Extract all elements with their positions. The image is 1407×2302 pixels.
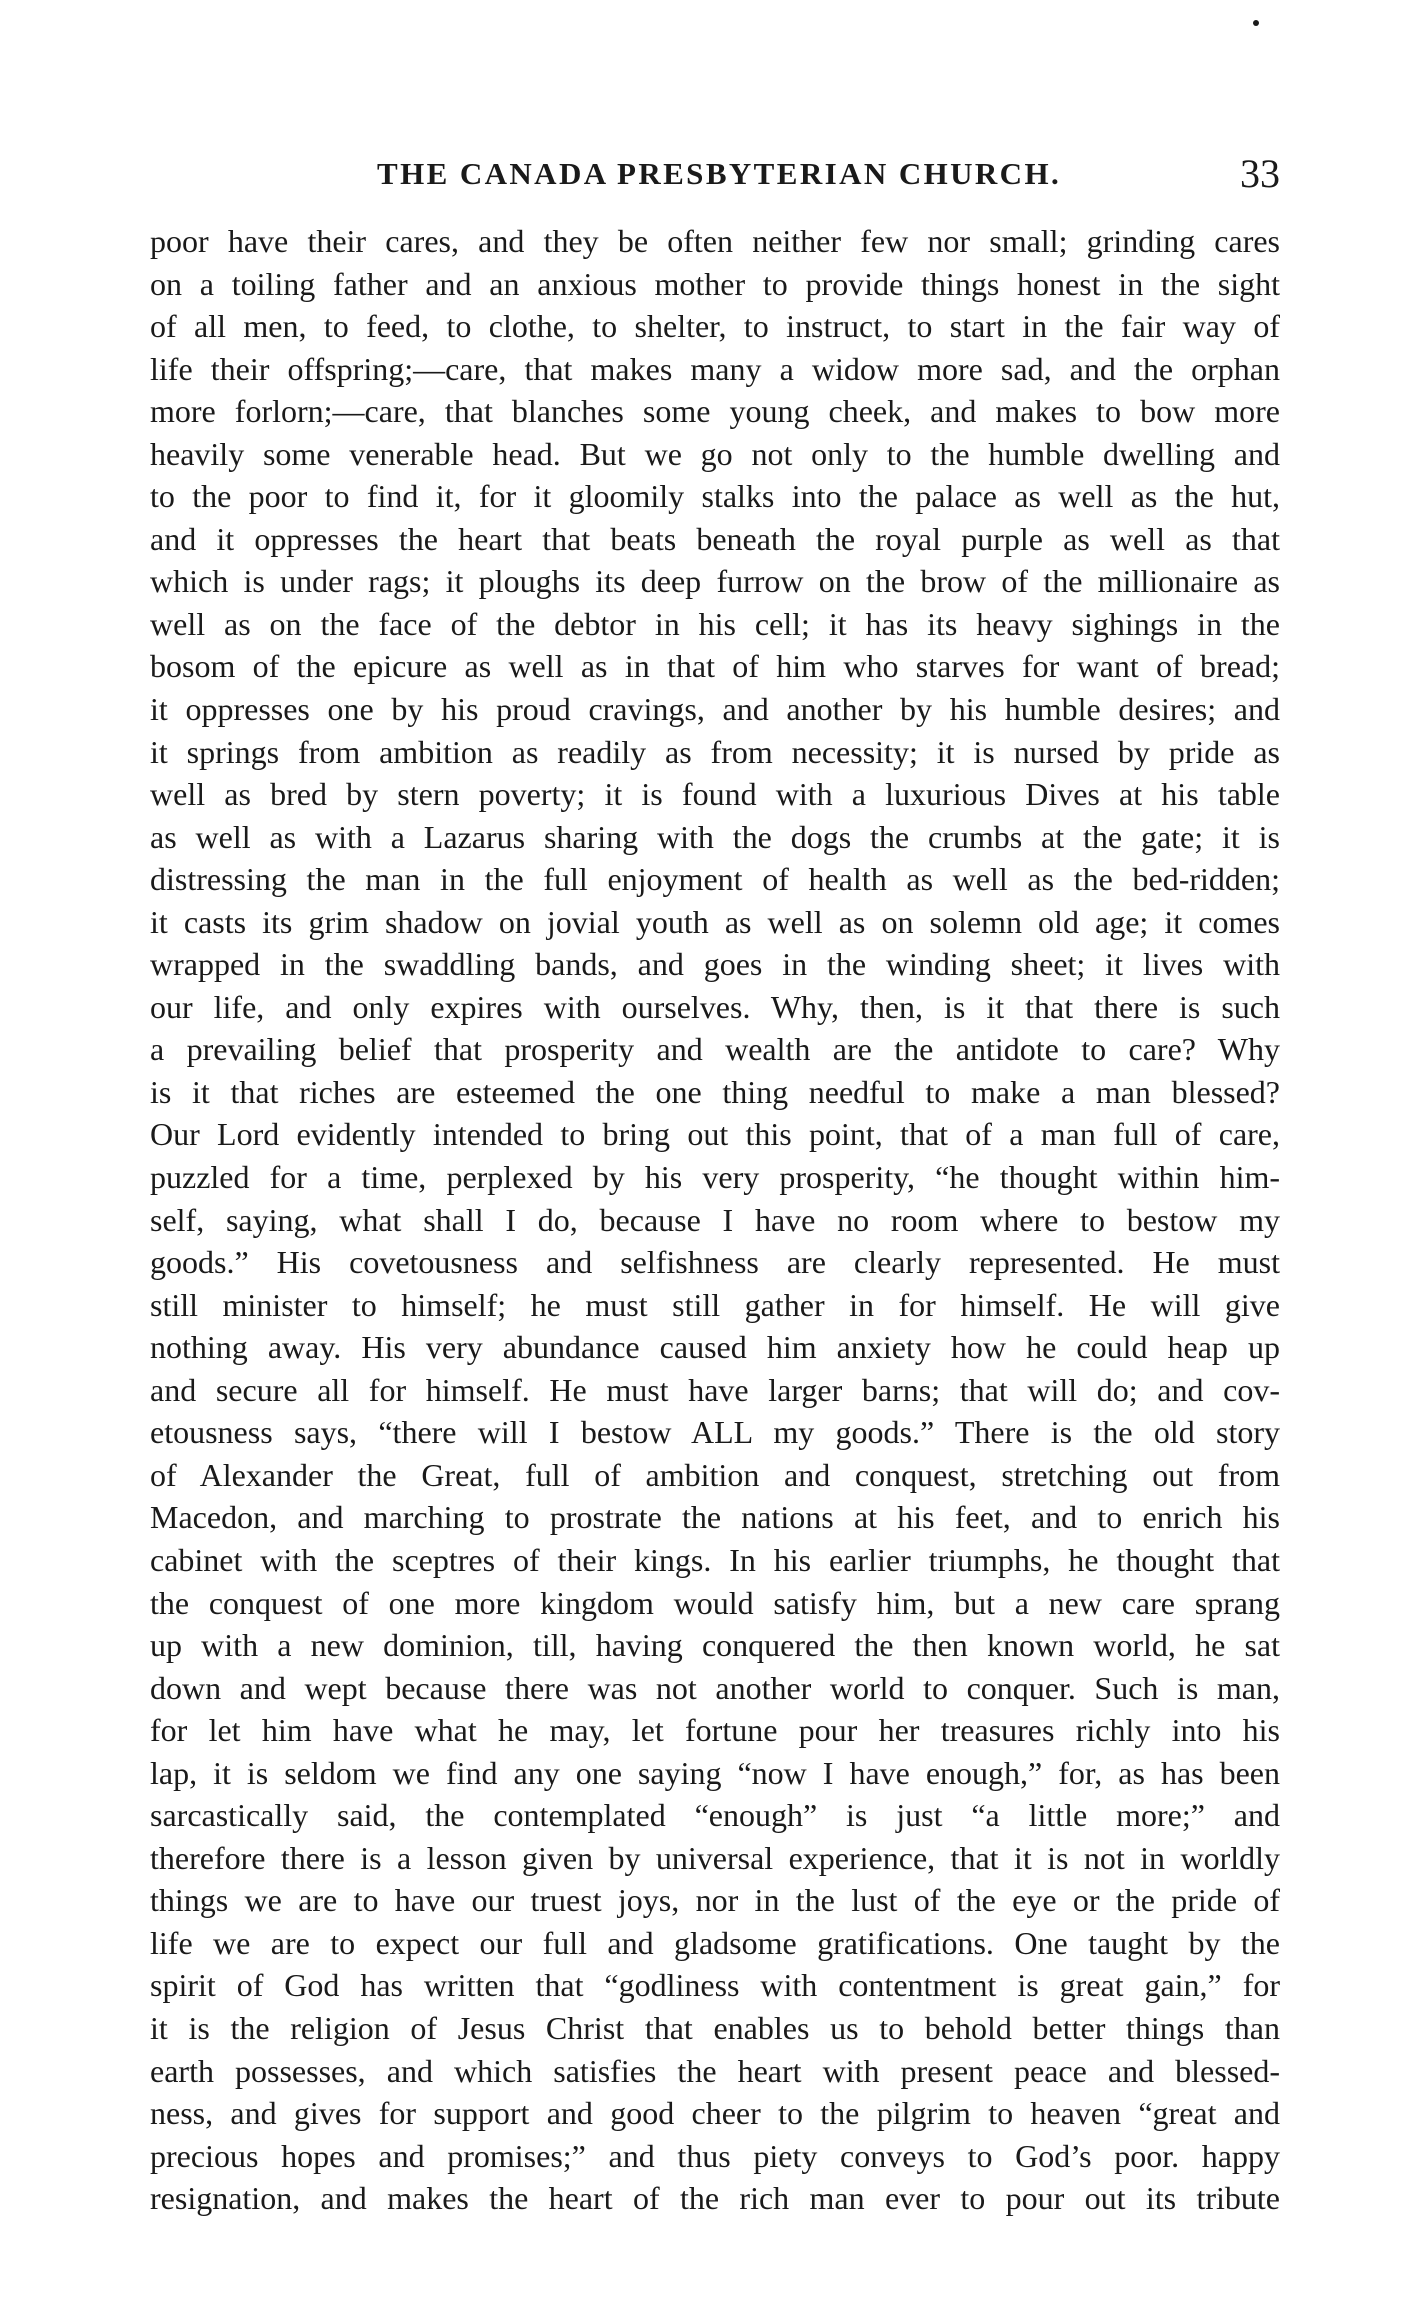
text-line: self, saying, what shall I do, because I have no room where to bestow my bbox=[150, 1201, 1280, 1238]
text-line: more forlorn;—care, that blanches some young cheek, and makes to bow more bbox=[150, 393, 1280, 430]
text-line: still minister to himself; he must still gather in for himself. He will give bbox=[150, 1286, 1280, 1323]
text-line: and secure all for himself. He must have larger barns; that will do; and cov- bbox=[150, 1371, 1280, 1408]
text-line: heavily some venerable head. But we go not only to the humble dwelling and bbox=[150, 435, 1280, 472]
text-line: nothing away. His very abundance caused him anxiety how he could heap up bbox=[150, 1329, 1280, 1366]
text-line: wrapped in the swaddling bands, and goes in the winding sheet; it lives with bbox=[150, 946, 1280, 983]
text-line: is it that riches are esteemed the one thing needful to make a man blessed? bbox=[150, 1073, 1280, 1110]
text-line: well as bred by stern poverty; it is found with a luxurious Dives at his table bbox=[150, 776, 1280, 813]
text-line: life we are to expect our full and gladsome gratifications. One taught by the bbox=[150, 1924, 1280, 1961]
ink-speck bbox=[1253, 20, 1259, 26]
running-head bbox=[150, 150, 1280, 200]
text-line: earth possesses, and which satisfies the heart with present peace and blessed- bbox=[150, 2052, 1280, 2089]
text-line: our life, and only expires with ourselves. Why, then, is it that there is such bbox=[150, 988, 1280, 1025]
text-line: distressing the man in the full enjoyment of health as well as the bed-ridden; bbox=[150, 861, 1280, 898]
text-line: it springs from ambition as readily as from necessity; it is nursed by pride as bbox=[150, 733, 1280, 770]
text-line: it casts its grim shadow on jovial youth as well as on solemn old age; it comes bbox=[150, 903, 1280, 940]
text-line: down and wept because there was not another world to conquer. Such is man, bbox=[150, 1669, 1280, 1706]
text-line: the conquest of one more kingdom would satisfy him, but a new care sprang bbox=[150, 1584, 1280, 1621]
text-line: precious hopes and promises;” and thus piety conveys to God’s poor. happy bbox=[150, 2137, 1280, 2174]
text-line: as well as with a Lazarus sharing with the dogs the crumbs at the gate; it is bbox=[150, 818, 1280, 855]
text-line: up with a new dominion, till, having conquered the then known world, he sat bbox=[150, 1627, 1280, 1664]
text-line: for let him have what he may, let fortune pour her treasures richly into his bbox=[150, 1712, 1280, 1749]
page-number: 33 bbox=[1240, 151, 1280, 196]
text-line: lap, it is seldom we find any one saying “now I have enough,” for, as has been bbox=[150, 1754, 1280, 1791]
text-line: a prevailing belief that prosperity and wealth are the antidote to care? Why bbox=[150, 1031, 1280, 1068]
text-line: well as on the face of the debtor in his cell; it has its heavy sighings in the bbox=[150, 605, 1280, 642]
text-line: ness, and gives for support and good cheer to the pilgrim to heaven “great and bbox=[150, 2095, 1280, 2132]
text-line: life their offspring;—care, that makes many a widow more sad, and the orphan bbox=[150, 350, 1280, 387]
text-line: sarcastically said, the contemplated “enough” is just “a little more;” and bbox=[150, 1797, 1280, 1834]
text-line: things we are to have our truest joys, nor in the lust of the eye or the pride of bbox=[150, 1882, 1280, 1919]
body-text bbox=[150, 220, 1280, 2220]
text-line: poor have their cares, and they be often neither few nor small; grinding cares bbox=[150, 223, 1280, 259]
text-line: bosom of the epicure as well as in that of him who starves for want of bread; bbox=[150, 648, 1280, 685]
text-line: to the poor to find it, for it gloomily stalks into the palace as well as the hut, bbox=[150, 478, 1280, 515]
text-line: etousness says, “there will I bestow ALL my goods.” There is the old story bbox=[150, 1414, 1280, 1451]
text-line: resignation, and makes the heart of the rich man ever to pour out its tribute bbox=[150, 2180, 1280, 2217]
text-line: spirit of God has written that “godliness with contentment is great gain,” for bbox=[150, 1967, 1280, 2004]
text-line: it is the religion of Jesus Christ that enables us to behold better things than bbox=[150, 2009, 1280, 2046]
text-line: of all men, to feed, to clothe, to shelter, to instruct, to start in the fair way of bbox=[150, 308, 1280, 345]
text-line: goods.” His covetousness and selfishness are clearly represented. He must bbox=[150, 1244, 1280, 1281]
text-line: therefore there is a lesson given by universal experience, that it is not in worldly bbox=[150, 1839, 1280, 1876]
text-line: puzzled for a time, perplexed by his very prosperity, “he thought within him- bbox=[150, 1159, 1280, 1196]
text-line: on a toiling father and an anxious mother to provide things honest in the sight bbox=[150, 265, 1280, 302]
text-line: of Alexander the Great, full of ambition and conquest, stretching out from bbox=[150, 1456, 1280, 1493]
text-line: and it oppresses the heart that beats beneath the royal purple as well as that bbox=[150, 520, 1280, 557]
text-line: Our Lord evidently intended to bring out this point, that of a man full of care, bbox=[150, 1116, 1280, 1153]
text-line: Macedon, and marching to prostrate the nations at his feet, and to enrich his bbox=[150, 1499, 1280, 1536]
text-line: cabinet with the sceptres of their kings. In his earlier triumphs, he thought that bbox=[150, 1541, 1280, 1578]
text-line: it oppresses one by his proud cravings, and another by his humble desires; and bbox=[150, 691, 1280, 728]
running-title: THE CANADA PRESBYTERIAN CHURCH. bbox=[377, 156, 1062, 191]
text-line: which is under rags; it ploughs its deep furrow on the brow of the millionaire as bbox=[150, 563, 1280, 600]
